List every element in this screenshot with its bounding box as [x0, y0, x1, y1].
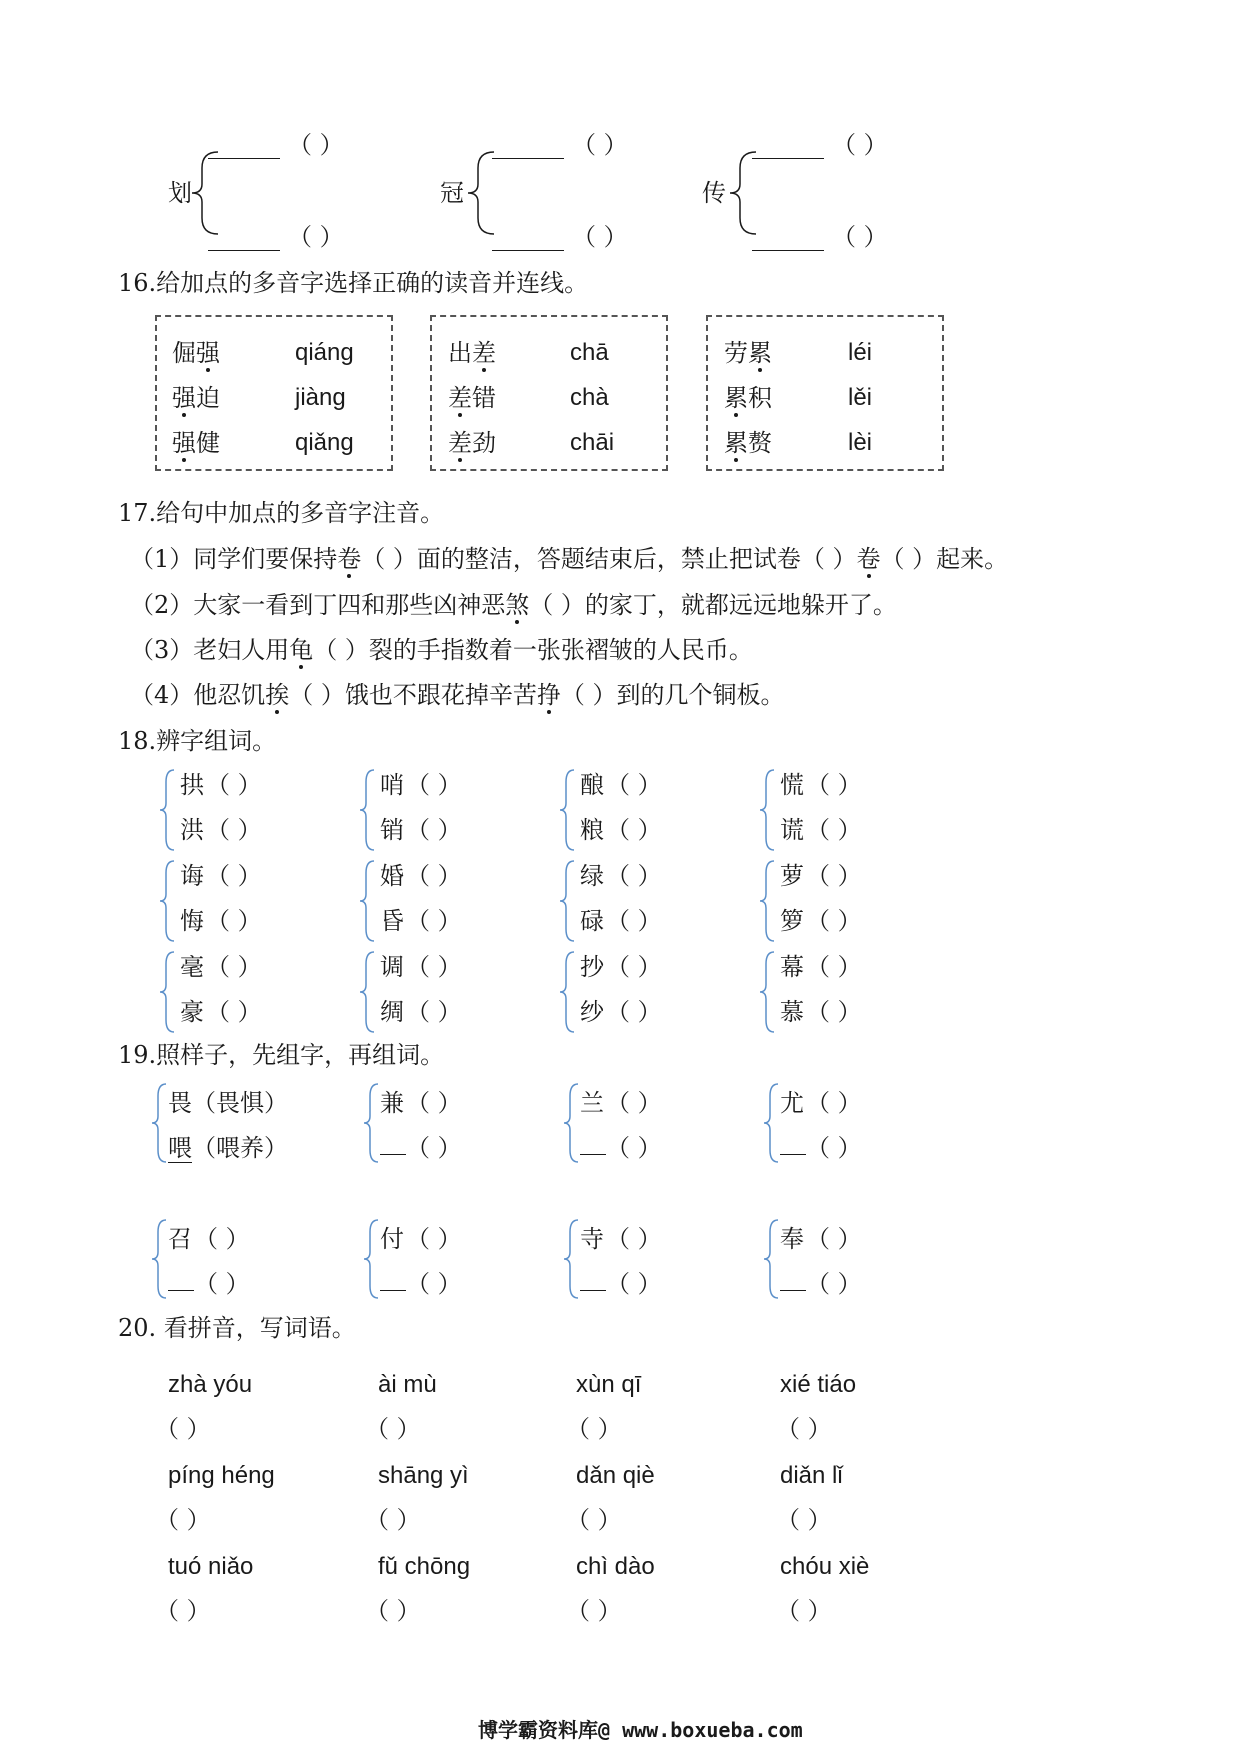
- q18-answer-paren[interactable]: （ ）: [206, 771, 262, 799]
- q18-char: 粮: [580, 816, 604, 844]
- q15-char-2: 冠: [440, 179, 464, 207]
- q18-brace: [758, 768, 776, 852]
- q16-word[interactable]: 强健: [172, 429, 220, 457]
- q19-char: 奉: [780, 1225, 804, 1253]
- q18-answer-paren[interactable]: （ ）: [806, 771, 862, 799]
- q18-answer-paren[interactable]: （ ）: [606, 862, 662, 890]
- q18-brace: [158, 768, 176, 852]
- q20-pinyin: xùn qī: [576, 1371, 642, 1398]
- q19-char: 召: [168, 1225, 192, 1253]
- q20-pinyin: chóu xiè: [780, 1553, 870, 1580]
- q19-example-bottom: 喂（喂养）: [168, 1134, 288, 1162]
- q18-brace: [358, 950, 376, 1034]
- q20-answer-paren[interactable]: （ ）: [566, 1597, 622, 1625]
- q19-answer-paren[interactable]: （ ）: [806, 1089, 862, 1117]
- q20-pinyin: chì dào: [576, 1553, 655, 1580]
- q18-char: 绿: [580, 862, 604, 890]
- q18-char: 箩: [780, 907, 804, 935]
- q19-char: 兼: [380, 1089, 404, 1117]
- q20-answer-paren[interactable]: （ ）: [776, 1506, 832, 1534]
- q18-heading: 18.辨字组词。: [118, 727, 277, 755]
- q20-heading: 20. 看拼音，写词语。: [118, 1314, 356, 1342]
- q19-blank[interactable]: [580, 1290, 606, 1291]
- q16-reading[interactable]: chā: [570, 339, 609, 366]
- q18-char: 酿: [580, 771, 604, 799]
- q18-char: 幕: [780, 953, 804, 981]
- q15-paren-2b[interactable]: （ ）: [572, 223, 628, 251]
- q20-pinyin: xié tiáo: [780, 1371, 857, 1398]
- q19-blank[interactable]: [380, 1154, 406, 1155]
- q16-reading[interactable]: chāi: [570, 429, 615, 456]
- q18-answer-paren[interactable]: （ ）: [606, 771, 662, 799]
- q17-heading: 17.给句中加点的多音字注音。: [118, 499, 445, 527]
- q18-answer-paren[interactable]: （ ）: [406, 862, 462, 890]
- q18-char: 诲: [180, 862, 204, 890]
- q19-example-top: 畏（畏惧）: [168, 1089, 288, 1117]
- q15-line-3b[interactable]: [752, 250, 824, 251]
- q19-blank[interactable]: [380, 1290, 406, 1291]
- q18-brace: [158, 859, 176, 943]
- q15-line-1a[interactable]: [208, 158, 280, 159]
- q16-reading[interactable]: qiáng: [295, 339, 354, 366]
- q16-word[interactable]: 倔强: [172, 339, 220, 367]
- q15-paren-1a[interactable]: （ ）: [288, 131, 344, 159]
- q19-char: 付: [380, 1225, 404, 1253]
- q20-answer-paren[interactable]: （ ）: [365, 1506, 421, 1534]
- q18-char: 慕: [780, 998, 804, 1026]
- q18-answer-paren[interactable]: （ ）: [406, 771, 462, 799]
- q18-char: 哨: [380, 771, 404, 799]
- q18-answer-paren[interactable]: （ ）: [206, 862, 262, 890]
- q19-blank[interactable]: [780, 1154, 806, 1155]
- q15-char-3: 传: [702, 179, 726, 207]
- q16-reading[interactable]: jiàng: [295, 384, 346, 411]
- q19-answer-paren[interactable]: （ ）: [606, 1270, 662, 1298]
- q17-sentence-3: （3）老妇人用龟（ ）裂的手指数着一张张褶皱的人民币。: [130, 636, 753, 664]
- footer-watermark: 博学霸资料库@ www.boxueba.com: [478, 1718, 803, 1742]
- q19-answer-paren[interactable]: （ ）: [406, 1089, 462, 1117]
- q18-brace: [558, 768, 576, 852]
- q18-brace: [358, 859, 376, 943]
- q18-char: 昏: [380, 907, 404, 935]
- q20-answer-paren[interactable]: （ ）: [776, 1597, 832, 1625]
- q15-char-1: 划: [168, 179, 192, 207]
- q15-paren-1b[interactable]: （ ）: [288, 223, 344, 251]
- q19-answer-paren[interactable]: （ ）: [606, 1134, 662, 1162]
- q19-answer-paren[interactable]: （ ）: [406, 1134, 462, 1162]
- q20-pinyin: tuó niǎo: [168, 1553, 254, 1580]
- q19-brace: [362, 1082, 380, 1164]
- q16-word[interactable]: 累赘: [724, 429, 772, 457]
- q18-answer-paren[interactable]: （ ）: [606, 816, 662, 844]
- q20-answer-paren[interactable]: （ ）: [155, 1597, 211, 1625]
- q18-char: 婚: [380, 862, 404, 890]
- q18-char: 拱: [180, 771, 204, 799]
- q20-pinyin: shāng yì: [378, 1462, 469, 1489]
- q18-char: 毫: [180, 953, 204, 981]
- q18-answer-paren[interactable]: （ ）: [806, 953, 862, 981]
- q18-answer-paren[interactable]: （ ）: [406, 816, 462, 844]
- q20-pinyin: zhà yóu: [168, 1371, 253, 1398]
- q18-char: 慌: [780, 771, 804, 799]
- q15-brace-2: [466, 148, 496, 238]
- q17-sentence-2: （2）大家一看到丁四和那些凶神恶煞（ ）的家丁，就都远远地躲开了。: [130, 591, 897, 619]
- q18-answer-paren[interactable]: （ ）: [206, 998, 262, 1026]
- q18-char: 碌: [580, 907, 604, 935]
- q18-brace: [358, 768, 376, 852]
- q18-answer-paren[interactable]: （ ）: [606, 998, 662, 1026]
- q18-answer-paren[interactable]: （ ）: [806, 816, 862, 844]
- q18-answer-paren[interactable]: （ ）: [206, 953, 262, 981]
- q20-answer-paren[interactable]: （ ）: [566, 1415, 622, 1443]
- q16-reading[interactable]: chà: [570, 384, 609, 411]
- q16-word[interactable]: 强迫: [172, 384, 220, 412]
- q16-heading: 16.给加点的多音字选择正确的读音并连线。: [118, 269, 589, 297]
- q18-char: 绸: [380, 998, 404, 1026]
- q19-answer-paren[interactable]: （ ）: [606, 1089, 662, 1117]
- q15-paren-3b[interactable]: （ ）: [832, 223, 888, 251]
- q18-char: 豪: [180, 998, 204, 1026]
- q18-answer-paren[interactable]: （ ）: [806, 998, 862, 1026]
- q17-sentence-4: （4）他忍饥挨（ ）饿也不跟花掉辛苦挣（ ）到的几个铜板。: [130, 681, 785, 709]
- q16-word[interactable]: 出差: [448, 339, 496, 367]
- q16-word[interactable]: 累积: [724, 384, 772, 412]
- q18-char: 萝: [780, 862, 804, 890]
- q19-brace: [562, 1082, 580, 1164]
- q15-brace-1: [190, 148, 220, 238]
- q20-answer-paren[interactable]: （ ）: [566, 1506, 622, 1534]
- q18-char: 悔: [180, 907, 204, 935]
- q18-answer-paren[interactable]: （ ）: [606, 953, 662, 981]
- q18-answer-paren[interactable]: （ ）: [806, 907, 862, 935]
- q19-brace: [762, 1082, 780, 1164]
- q19-char: 寺: [580, 1225, 604, 1253]
- q19-char: 尤: [780, 1089, 804, 1117]
- q19-answer-paren[interactable]: （ ）: [606, 1225, 662, 1253]
- q15-line-2b[interactable]: [492, 250, 564, 251]
- q19-char: 兰: [580, 1089, 604, 1117]
- q18-answer-paren[interactable]: （ ）: [406, 907, 462, 935]
- q18-brace: [758, 950, 776, 1034]
- q20-pinyin: píng héng: [168, 1462, 275, 1489]
- q19-answer-paren[interactable]: （ ）: [194, 1225, 250, 1253]
- q20-answer-paren[interactable]: （ ）: [155, 1506, 211, 1534]
- q18-answer-paren[interactable]: （ ）: [806, 862, 862, 890]
- q20-answer-paren[interactable]: （ ）: [365, 1415, 421, 1443]
- q16-reading[interactable]: qiǎng: [295, 429, 354, 456]
- q19-answer-paren[interactable]: （ ）: [806, 1225, 862, 1253]
- q15-line-2a[interactable]: [492, 158, 564, 159]
- q19-answer-paren[interactable]: （ ）: [194, 1270, 250, 1298]
- q15-paren-2a[interactable]: （ ）: [572, 131, 628, 159]
- q20-answer-paren[interactable]: （ ）: [365, 1597, 421, 1625]
- q19-blank[interactable]: [168, 1290, 194, 1291]
- q18-answer-paren[interactable]: （ ）: [206, 907, 262, 935]
- q19-brace: [562, 1218, 580, 1300]
- q19-answer-paren[interactable]: （ ）: [406, 1270, 462, 1298]
- q20-answer-paren[interactable]: （ ）: [155, 1415, 211, 1443]
- q16-reading[interactable]: lěi: [848, 384, 873, 411]
- q20-pinyin: fǔ chōng: [378, 1553, 471, 1580]
- q18-answer-paren[interactable]: （ ）: [406, 953, 462, 981]
- q16-reading[interactable]: lèi: [848, 429, 873, 456]
- q18-answer-paren[interactable]: （ ）: [206, 816, 262, 844]
- q18-char: 洪: [180, 816, 204, 844]
- q18-answer-paren[interactable]: （ ）: [606, 907, 662, 935]
- q18-brace: [758, 859, 776, 943]
- q16-reading[interactable]: léi: [848, 339, 873, 366]
- q20-answer-paren[interactable]: （ ）: [776, 1415, 832, 1443]
- q19-blank[interactable]: [580, 1154, 606, 1155]
- q18-char: 调: [380, 953, 404, 981]
- q19-heading: 19.照样子，先组字，再组词。: [118, 1041, 445, 1069]
- q20-pinyin: diǎn lǐ: [780, 1462, 843, 1489]
- q16-word[interactable]: 差劲: [448, 429, 496, 457]
- q19-answer-paren[interactable]: （ ）: [406, 1225, 462, 1253]
- q17-sentence-1: （1）同学们要保持卷（ ）面的整洁，答题结束后，禁止把试卷（ ）卷（ ）起来。: [130, 545, 1009, 573]
- q15-brace-3: [728, 148, 758, 238]
- q19-brace: [362, 1218, 380, 1300]
- q19-brace: [762, 1218, 780, 1300]
- q19-blank[interactable]: [780, 1290, 806, 1291]
- q18-char: 抄: [580, 953, 604, 981]
- q19-brace: [150, 1082, 168, 1164]
- q16-word[interactable]: 劳累: [724, 339, 772, 367]
- q19-brace: [150, 1218, 168, 1300]
- q19-answer-paren[interactable]: （ ）: [806, 1270, 862, 1298]
- q18-brace: [158, 950, 176, 1034]
- q18-brace: [558, 950, 576, 1034]
- q15-line-1b[interactable]: [208, 250, 280, 251]
- q18-brace: [558, 859, 576, 943]
- q20-pinyin: ài mù: [378, 1371, 437, 1398]
- q19-answer-paren[interactable]: （ ）: [806, 1134, 862, 1162]
- q18-char: 谎: [780, 816, 804, 844]
- q18-answer-paren[interactable]: （ ）: [406, 998, 462, 1026]
- q16-word[interactable]: 差错: [448, 384, 496, 412]
- q15-line-3a[interactable]: [752, 158, 824, 159]
- q20-pinyin: dǎn qiè: [576, 1462, 655, 1489]
- q18-char: 纱: [580, 998, 604, 1026]
- q18-char: 销: [380, 816, 404, 844]
- q15-paren-3a[interactable]: （ ）: [832, 131, 888, 159]
